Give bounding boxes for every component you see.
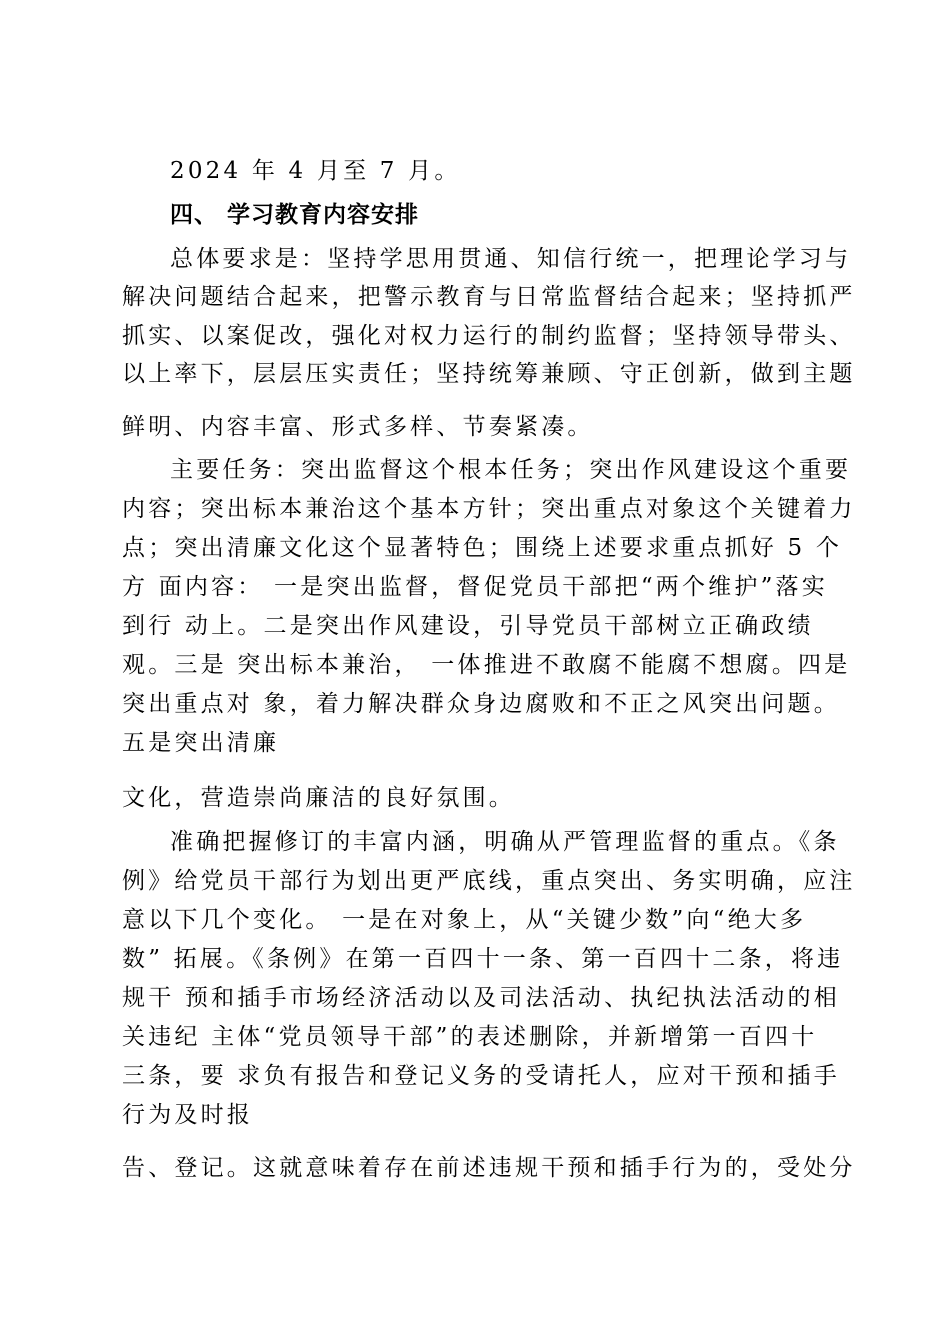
paragraph1-line: 总体要求是：坚持学思用贯通、知信行统一，把理论学习与: [170, 246, 852, 272]
paragraph2-line: 到行 动上。二是突出作风建设，引导党员干部树立正确政绩: [122, 613, 814, 639]
paragraph3-line: 数” 拓展。《条例》在第一百四十一条、第一百四十二条，将违: [122, 946, 844, 972]
paragraph2-line: 五是突出清廉: [122, 730, 280, 756]
paragraph2-line: 主要任务：突出监督这个根本任务；突出作风建设这个重要: [170, 457, 852, 483]
paragraph2-line: 文化，营造崇尚廉洁的良好氛围。: [122, 785, 515, 811]
paragraph3-line: 三条，要 求负有报告和登记义务的受请托人，应对干预和插手: [122, 1063, 840, 1089]
paragraph3-line: 告、登记。这就意味着存在前述违规干预和插手行为的，受处分: [122, 1155, 856, 1181]
section-heading: 四、 学习教育内容安排: [170, 202, 420, 228]
paragraph3-line: 规干 预和插手市场经济活动以及司法活动、执纪执法活动的相: [122, 985, 840, 1011]
date-line: 2024 年 4 月至 7 月。: [170, 158, 461, 184]
paragraph3-line: 关违纪 主体“党员领导干部”的表述删除，并新增第一百四十: [122, 1024, 818, 1050]
paragraph2-line: 方 面内容： 一是突出监督，督促党员干部把“两个维护”落实: [122, 574, 828, 600]
paragraph1-line: 以上率下，层层压实责任；坚持统筹兼顾、守正创新，做到主题: [122, 361, 856, 387]
paragraph1-line: 解决问题结合起来，把警示教育与日常监督结合起来；坚持抓严: [122, 284, 856, 310]
paragraph1-line: 抓实、以案促改，强化对权力运行的制约监督；坚持领导带头、: [122, 323, 856, 349]
paragraph2-line: 内容；突出标本兼治这个基本方针；突出重点对象这个关键着力: [122, 496, 856, 522]
paragraph1-line: 鲜明、内容丰富、形式多样、节奏紧凑。: [122, 414, 594, 440]
paragraph2-line: 点；突出清廉文化这个显著特色；围绕上述要求重点抓好 5 个: [122, 535, 843, 561]
paragraph3-line: 准确把握修订的丰富内涵，明确从严管理监督的重点。《条: [170, 829, 840, 855]
paragraph3-line: 例》给党员干部行为划出更严底线，重点突出、务实明确，应注: [122, 868, 856, 894]
paragraph2-line: 观。三是 突出标本兼治， 一体推进不敢腐不能腐不想腐。四是: [122, 652, 851, 678]
paragraph3-line: 意以下几个变化。 一是在对象上，从“关键少数”向“绝大多: [122, 907, 807, 933]
paragraph2-line: 突出重点对 象，着力解决群众身边腐败和不正之风突出问题。: [122, 691, 840, 717]
paragraph3-line: 行为及时报: [122, 1102, 253, 1128]
